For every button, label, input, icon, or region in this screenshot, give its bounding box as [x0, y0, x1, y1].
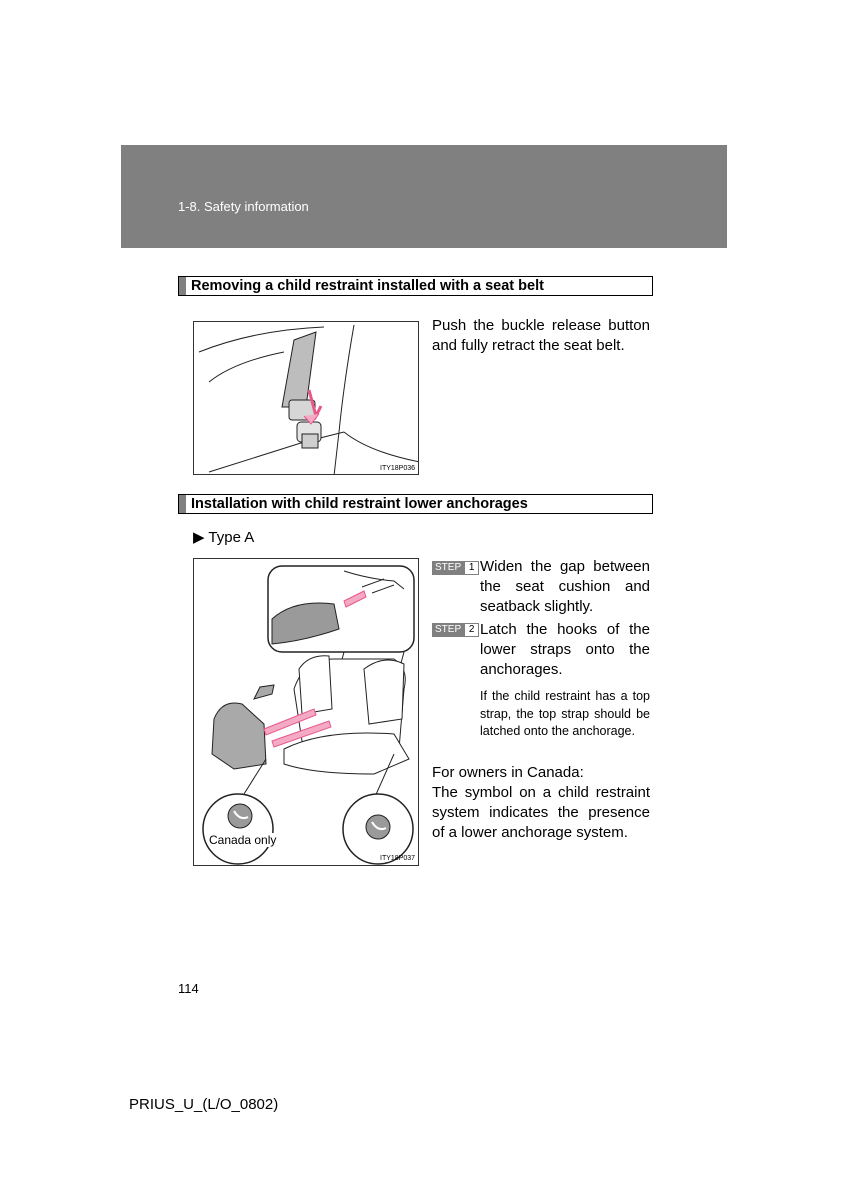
figure-code: ITY18P037	[380, 855, 416, 862]
step-number: 1	[464, 561, 479, 575]
step-number: 2	[464, 623, 479, 637]
step-2-badge	[432, 623, 479, 637]
footer-code: PRIUS_U_(L/O_0802)	[129, 1096, 279, 1113]
heading-text: Removing a child restraint installed with a seat belt	[191, 278, 544, 294]
heading-text: Installation with child restraint lower anchorages	[191, 496, 528, 512]
step-2-text: Latch the hooks of the lower straps onto the anchorages.	[480, 621, 650, 678]
step-1-badge	[432, 561, 479, 575]
figure-code: ITY18P036	[380, 465, 416, 472]
seat-belt-buckle-illustration	[193, 321, 419, 475]
heading-mark	[179, 277, 186, 295]
remove-instruction-text: Push the buckle release button and fully retract the seat belt.	[432, 317, 650, 354]
heading-mark	[179, 495, 186, 513]
step-1-text: Widen the gap between the seat cushion and seatback slightly.	[480, 558, 650, 615]
canada-only-label: Canada only	[209, 833, 277, 847]
step-word: STEP	[432, 561, 464, 575]
step-word: STEP	[432, 623, 464, 637]
canada-owners-text: For owners in Canada: The symbol on a child restraint system indicates the presence of a lower anchorage system.	[432, 764, 650, 841]
page-number: 114	[178, 981, 199, 996]
type-a-label: ▶ Type A	[193, 529, 255, 546]
heading-lower-anchorages	[178, 494, 653, 514]
header-band	[121, 145, 727, 248]
section-title: 1-8. Safety information	[178, 199, 309, 214]
lower-anchorage-illustration	[193, 558, 419, 866]
top-strap-note: If the child restraint has a top strap, the top strap should be latched onto the anchorage.	[480, 689, 650, 738]
heading-remove-child-restraint	[178, 276, 653, 296]
